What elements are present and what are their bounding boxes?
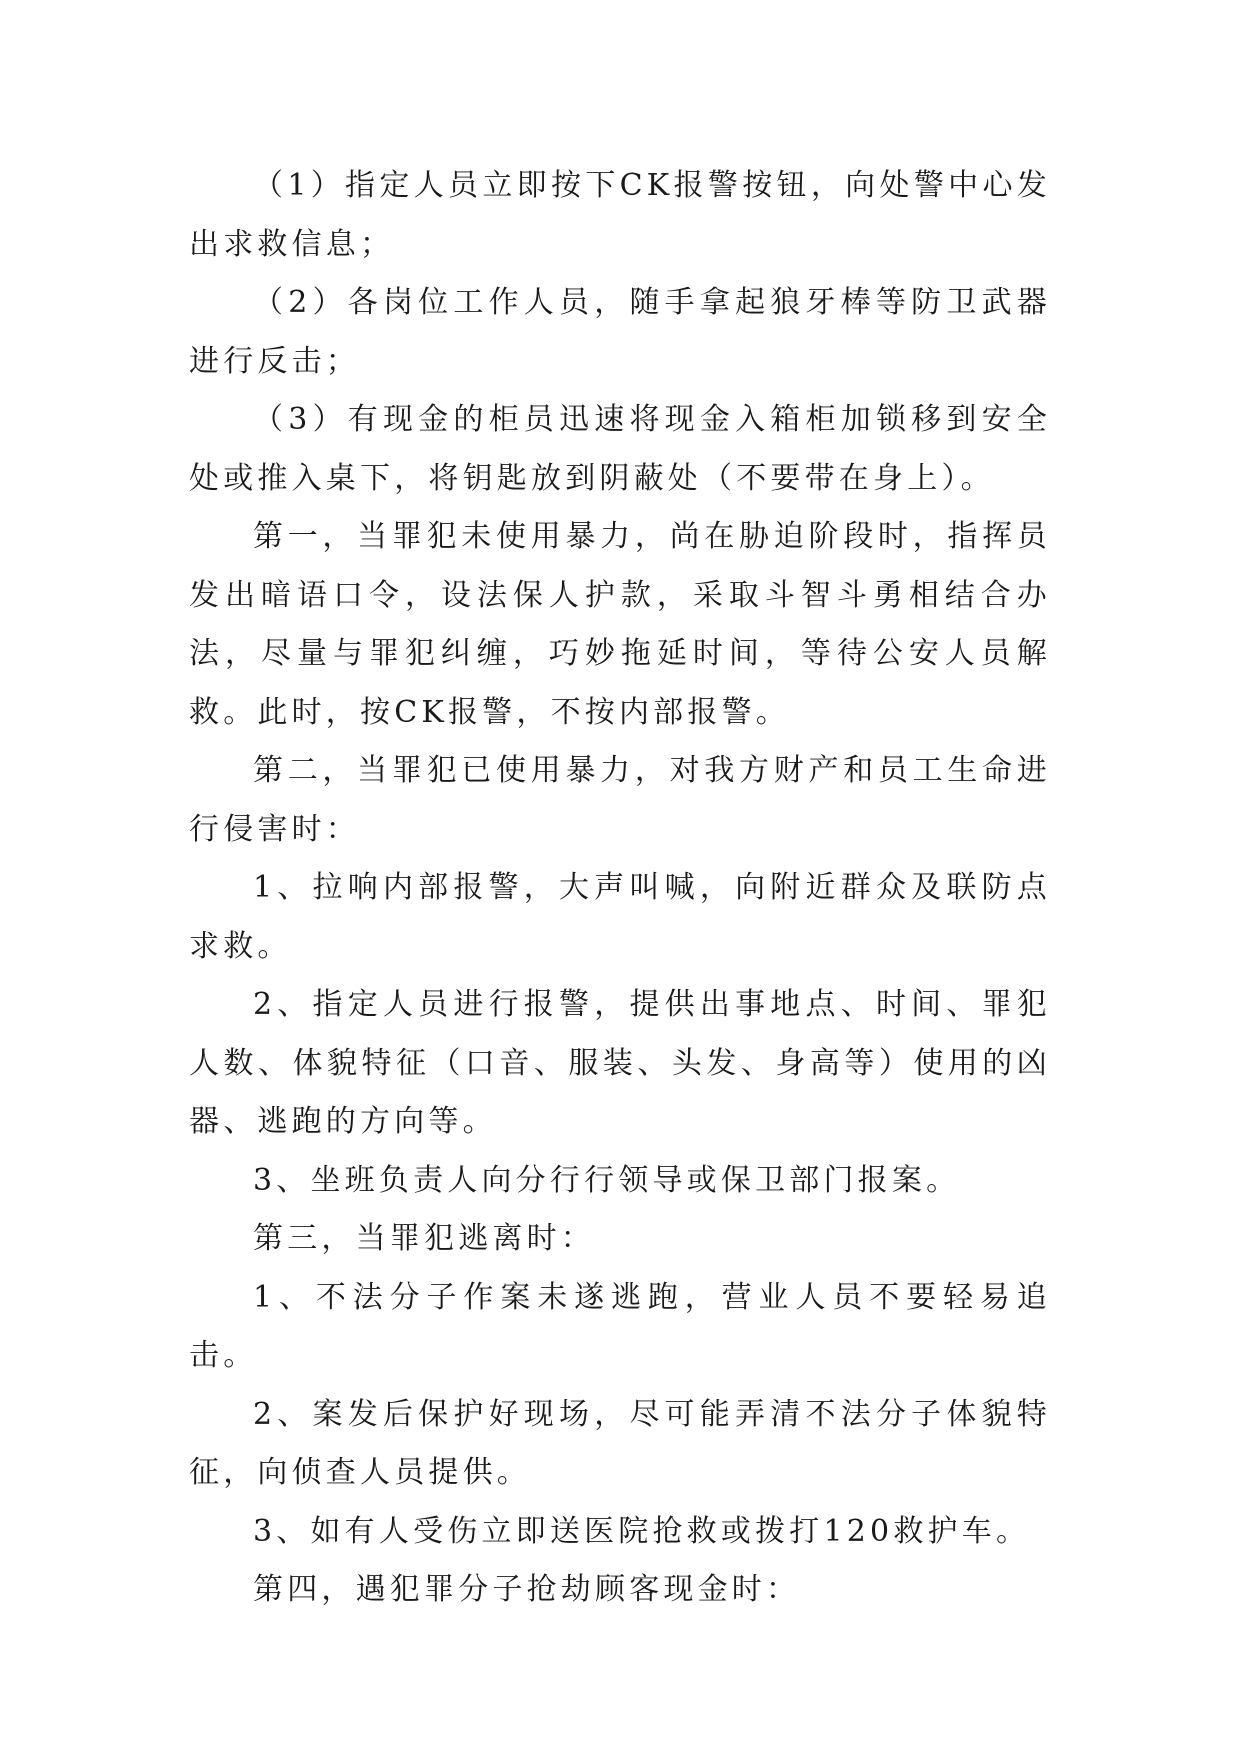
paragraph-4: 第一，当罪犯未使用暴力，尚在胁迫阶段时，指挥员发出暗语口令，设法保人护款，采取斗智斗勇相结合办法，尽量与罪犯纠缠，巧妙拖延时间，等待公安人员解救。此时，按CK报警，不按内部报警。 [189, 519, 1051, 730]
paragraph-10: 1、不法分子作案未遂逃跑，营业人员不要轻易追击。 [189, 1279, 1051, 1373]
paragraph-7: 2、指定人员进行报警，提供出事地点、时间、罪犯人数、体貌特征（口音、服装、头发、身高等）使用的凶器、逃跑的方向等。 [189, 987, 1051, 1139]
paragraph-9: 第三，当罪犯逃离时： [253, 1221, 595, 1256]
paragraph-11: 2、案发后保护好现场，尽可能弄清不法分子体貌特征，向侦查人员提供。 [189, 1396, 1051, 1490]
paragraph-8: 3、坐班负责人向分行行领导或保卫部门报案。 [253, 1162, 961, 1198]
paragraph-2: （2）各岗位工作人员，随手拿起狼牙棒等防卫武器进行反击； [189, 285, 1051, 379]
paragraph-5: 第二，当罪犯已使用暴力，对我方财产和员工生命进行侵害时： [189, 753, 1051, 847]
paragraph-13: 第四，遇犯罪分子抢劫顾客现金时： [253, 1572, 801, 1607]
document-body [189, 157, 1051, 1620]
paragraph-12: 3、如有人受伤立即送医院抢救或拨打120救护车。 [253, 1513, 1031, 1549]
paragraph-6: 1、拉响内部报警，大声叫喊，向附近群众及联防点求救。 [189, 870, 1051, 964]
paragraph-3: （3）有现金的柜员迅速将现金入箱柜加锁移到安全处或推入桌下，将钥匙放到阴蔽处（不要带在身上）。 [189, 402, 1051, 496]
paragraph-1: （1）指定人员立即按下CK报警按钮，向处警中心发出求救信息； [189, 168, 1051, 262]
